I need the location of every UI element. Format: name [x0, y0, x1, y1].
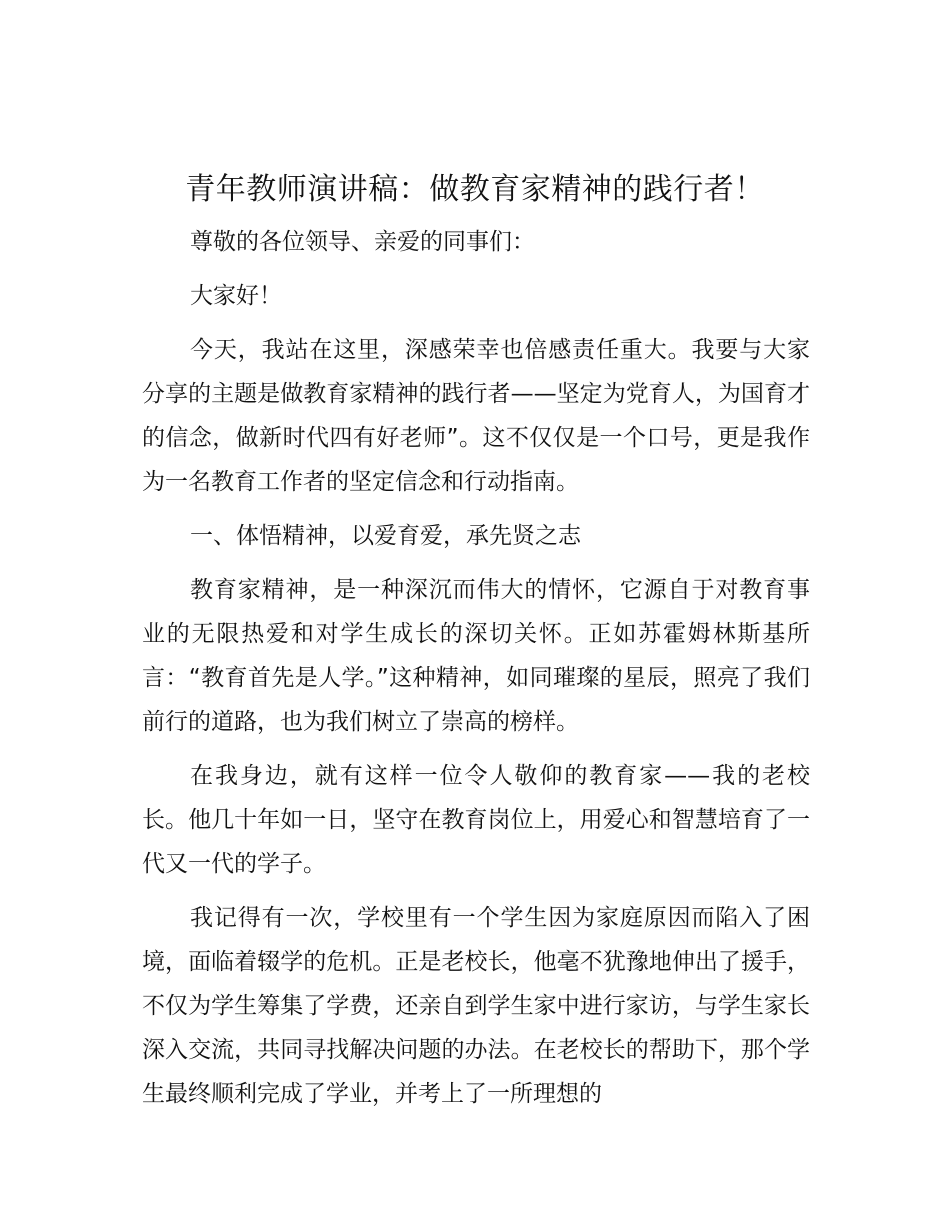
- document-title: 青年教师演讲稿：做教育家精神的践行者！: [185, 172, 765, 207]
- paragraph-story: 我记得有一次，学校里有一个学生因为家庭原因而陷入了困境，面临着辍学的危机。正是老校长，他毫不犹豫地伸出了援手，不仅为学生筹集了学费，还亲自到学生家中进行家访，与学生家长深入交流，共同寻找解决问题的办法。在老校长的帮助下，那个学生最终顺利完成了学业，并考上了一所理想的: [142, 905, 810, 1107]
- paragraph-principal: 在我身边，就有这样一位令人敬仰的教育家——我的老校长。他几十年如一日，坚守在教育岗位上，用爱心和智慧培育了一代又一代的学子。: [142, 763, 810, 877]
- paragraph-salutation: 尊敬的各位领导、亲爱的同事们：: [190, 229, 535, 255]
- document-body: [142, 220, 810, 1126]
- paragraph-greeting: 大家好！: [190, 283, 282, 309]
- paragraph-intro: 今天，我站在这里，深感荣幸也倍感责任重大。我要与大家分享的主题是做教育家精神的践行者——坚定为党育人，为国育才的信念，做新时代四有好老师”。这不仅仅是一个口号，更是我作为一名教育工作者的坚定信念和行动指南。: [142, 337, 810, 495]
- section-heading-1: 一、体悟精神，以爱育爱，承先贤之志: [190, 523, 581, 549]
- paragraph-spirit: 教育家精神，是一种深沉而伟大的情怀，它源自于对教育事业的无限热爱和对学生成长的深切关怀。正如苏霍姆林斯基所言：“教育首先是人学。”这种精神，如同璀璨的星辰，照亮了我们前行的道路，也为我们树立了崇高的榜样。: [142, 577, 810, 735]
